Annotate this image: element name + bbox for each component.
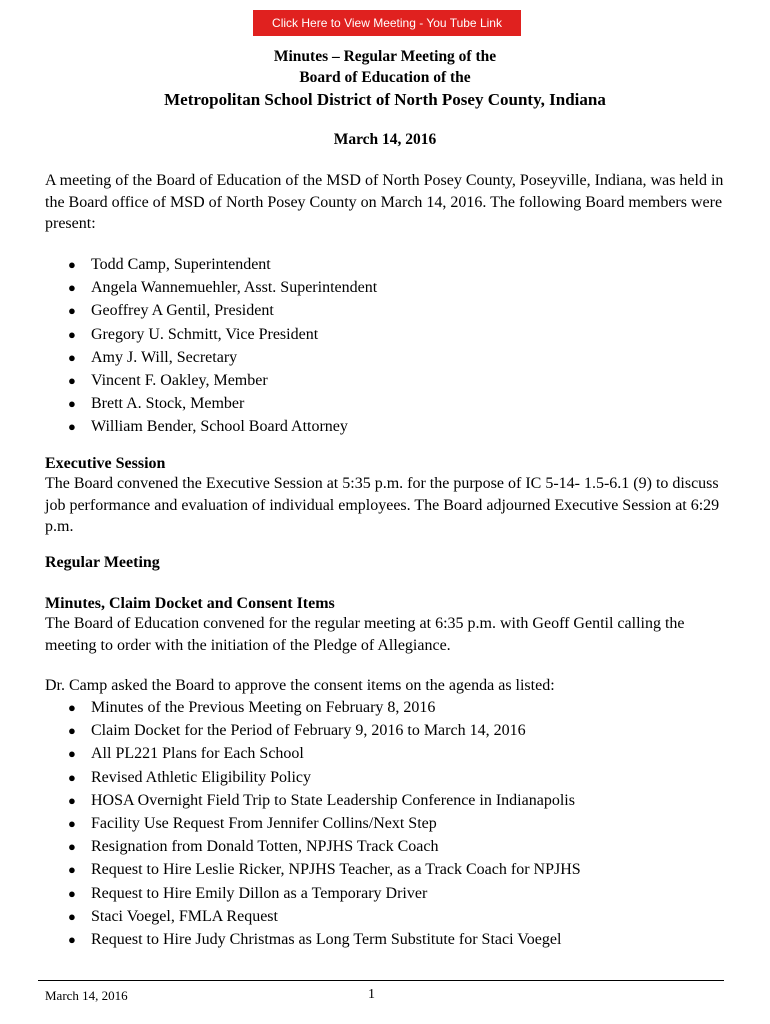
list-item (68, 415, 377, 438)
title-line-2: Board of Education of the (299, 69, 471, 86)
list-item-text: All PL221 Plans for Each School (91, 745, 304, 763)
list-item-text: William Bender, School Board Attorney (91, 418, 348, 436)
list-item (68, 905, 581, 928)
list-item (68, 789, 581, 812)
list-item (68, 369, 377, 392)
bullet-icon: ● (68, 303, 76, 319)
title-line-1: Minutes – Regular Meeting of the (273, 48, 497, 65)
bullet-icon: ● (68, 257, 76, 272)
list-item (68, 253, 377, 276)
intro-paragraph: A meeting of the Board of Education of the MSD of North Posey County, Poseyville, Indiana, was held in the Board office of MSD of North Posey County on March 14, 2016. The following Board members were present: (45, 172, 724, 232)
document-title (0, 46, 770, 112)
bullet-icon: ● (68, 746, 76, 762)
list-item-text: Revised Athletic Eligibility Policy (91, 768, 311, 786)
members-list (68, 253, 377, 439)
meeting-date: March 14, 2016 (333, 131, 437, 148)
list-item (68, 392, 377, 415)
list-item-text: Request to Hire Judy Christmas as Long Term Substitute for Staci Voegel (91, 930, 562, 948)
bullet-icon: ● (68, 700, 76, 715)
bullet-icon: ● (68, 769, 76, 785)
list-item (68, 719, 581, 742)
list-item-text: Gregory U. Schmitt, Vice President (91, 325, 319, 343)
footer-date: March 14, 2016 (45, 988, 128, 1003)
list-item (68, 346, 377, 369)
list-item-text: Angela Wannemuehler, Asst. Superintendent (91, 279, 378, 297)
page-number: 1 (368, 987, 375, 1002)
title-line-3: Metropolitan School District of North Posey County, Indiana (164, 90, 606, 109)
bullet-icon: ● (68, 372, 76, 388)
list-item-text: Facility Use Request From Jennifer Collins/Next Step (91, 814, 437, 832)
bullet-icon: ● (68, 280, 76, 296)
list-item-text: Geoffrey A Gentil, President (91, 302, 274, 320)
regular-meeting-heading: Regular Meeting (45, 554, 160, 571)
list-item-text: Amy J. Will, Secretary (91, 348, 238, 366)
bullet-icon: ● (68, 839, 76, 855)
youtube-link-button[interactable]: Click Here to View Meeting - You Tube Link (253, 10, 521, 36)
list-item (68, 928, 581, 951)
list-item-text: Brett A. Stock, Member (91, 395, 245, 413)
list-item (68, 835, 581, 858)
footer-divider (38, 980, 724, 981)
list-item-text: Request to Hire Emily Dillon as a Temporary Driver (91, 884, 428, 902)
list-item-text: Request to Hire Leslie Ricker, NPJHS Teacher, as a Track Coach for NPJHS (91, 861, 581, 879)
list-item-text: HOSA Overnight Field Trip to State Leadership Conference in Indianapolis (91, 791, 575, 809)
list-item-text: Staci Voegel, FMLA Request (91, 907, 278, 925)
bullet-icon: ● (68, 815, 76, 831)
bullet-icon: ● (68, 419, 76, 435)
list-item (68, 882, 581, 905)
list-item-text: Vincent F. Oakley, Member (91, 371, 268, 389)
list-item-text: Minutes of the Previous Meeting on February 8, 2016 (91, 699, 436, 716)
consent-items-list (68, 696, 581, 951)
bullet-icon: ● (68, 723, 76, 739)
bullet-icon: ● (68, 349, 76, 365)
bullet-icon: ● (68, 326, 76, 342)
bullet-icon: ● (68, 931, 76, 947)
list-item-text: Claim Docket for the Period of February 9, 2016 to March 14, 2016 (91, 722, 526, 740)
list-item (68, 858, 581, 881)
bullet-icon: ● (68, 862, 76, 878)
list-item (68, 276, 377, 299)
minutes-text: The Board of Education convened for the regular meeting at 6:35 p.m. with Geoff Gentil calling the meeting to order with the initiation of the Pledge of Allegiance. (45, 615, 685, 654)
list-item (68, 696, 581, 719)
list-item (68, 742, 581, 765)
list-item (68, 766, 581, 789)
list-item (68, 299, 377, 322)
bullet-icon: ● (68, 908, 76, 924)
executive-session-heading: Executive Session (45, 455, 166, 472)
list-item-text: Todd Camp, Superintendent (91, 256, 271, 273)
bullet-icon: ● (68, 792, 76, 808)
list-item (68, 323, 377, 346)
bullet-icon: ● (68, 396, 76, 412)
bullet-icon: ● (68, 885, 76, 901)
minutes-heading: Minutes, Claim Docket and Consent Items (45, 595, 335, 612)
list-item-text: Resignation from Donald Totten, NPJHS Track Coach (91, 838, 439, 856)
consent-intro: Dr. Camp asked the Board to approve the consent items on the agenda as listed: (45, 677, 555, 694)
list-item (68, 812, 581, 835)
executive-session-text: The Board convened the Executive Session at 5:35 p.m. for the purpose of IC 5-14- 1.5-6.1 (9) to discuss job performance and evaluation of individual employees. The Board adjourned Executive Session at 6:29 p.m. (45, 475, 720, 535)
